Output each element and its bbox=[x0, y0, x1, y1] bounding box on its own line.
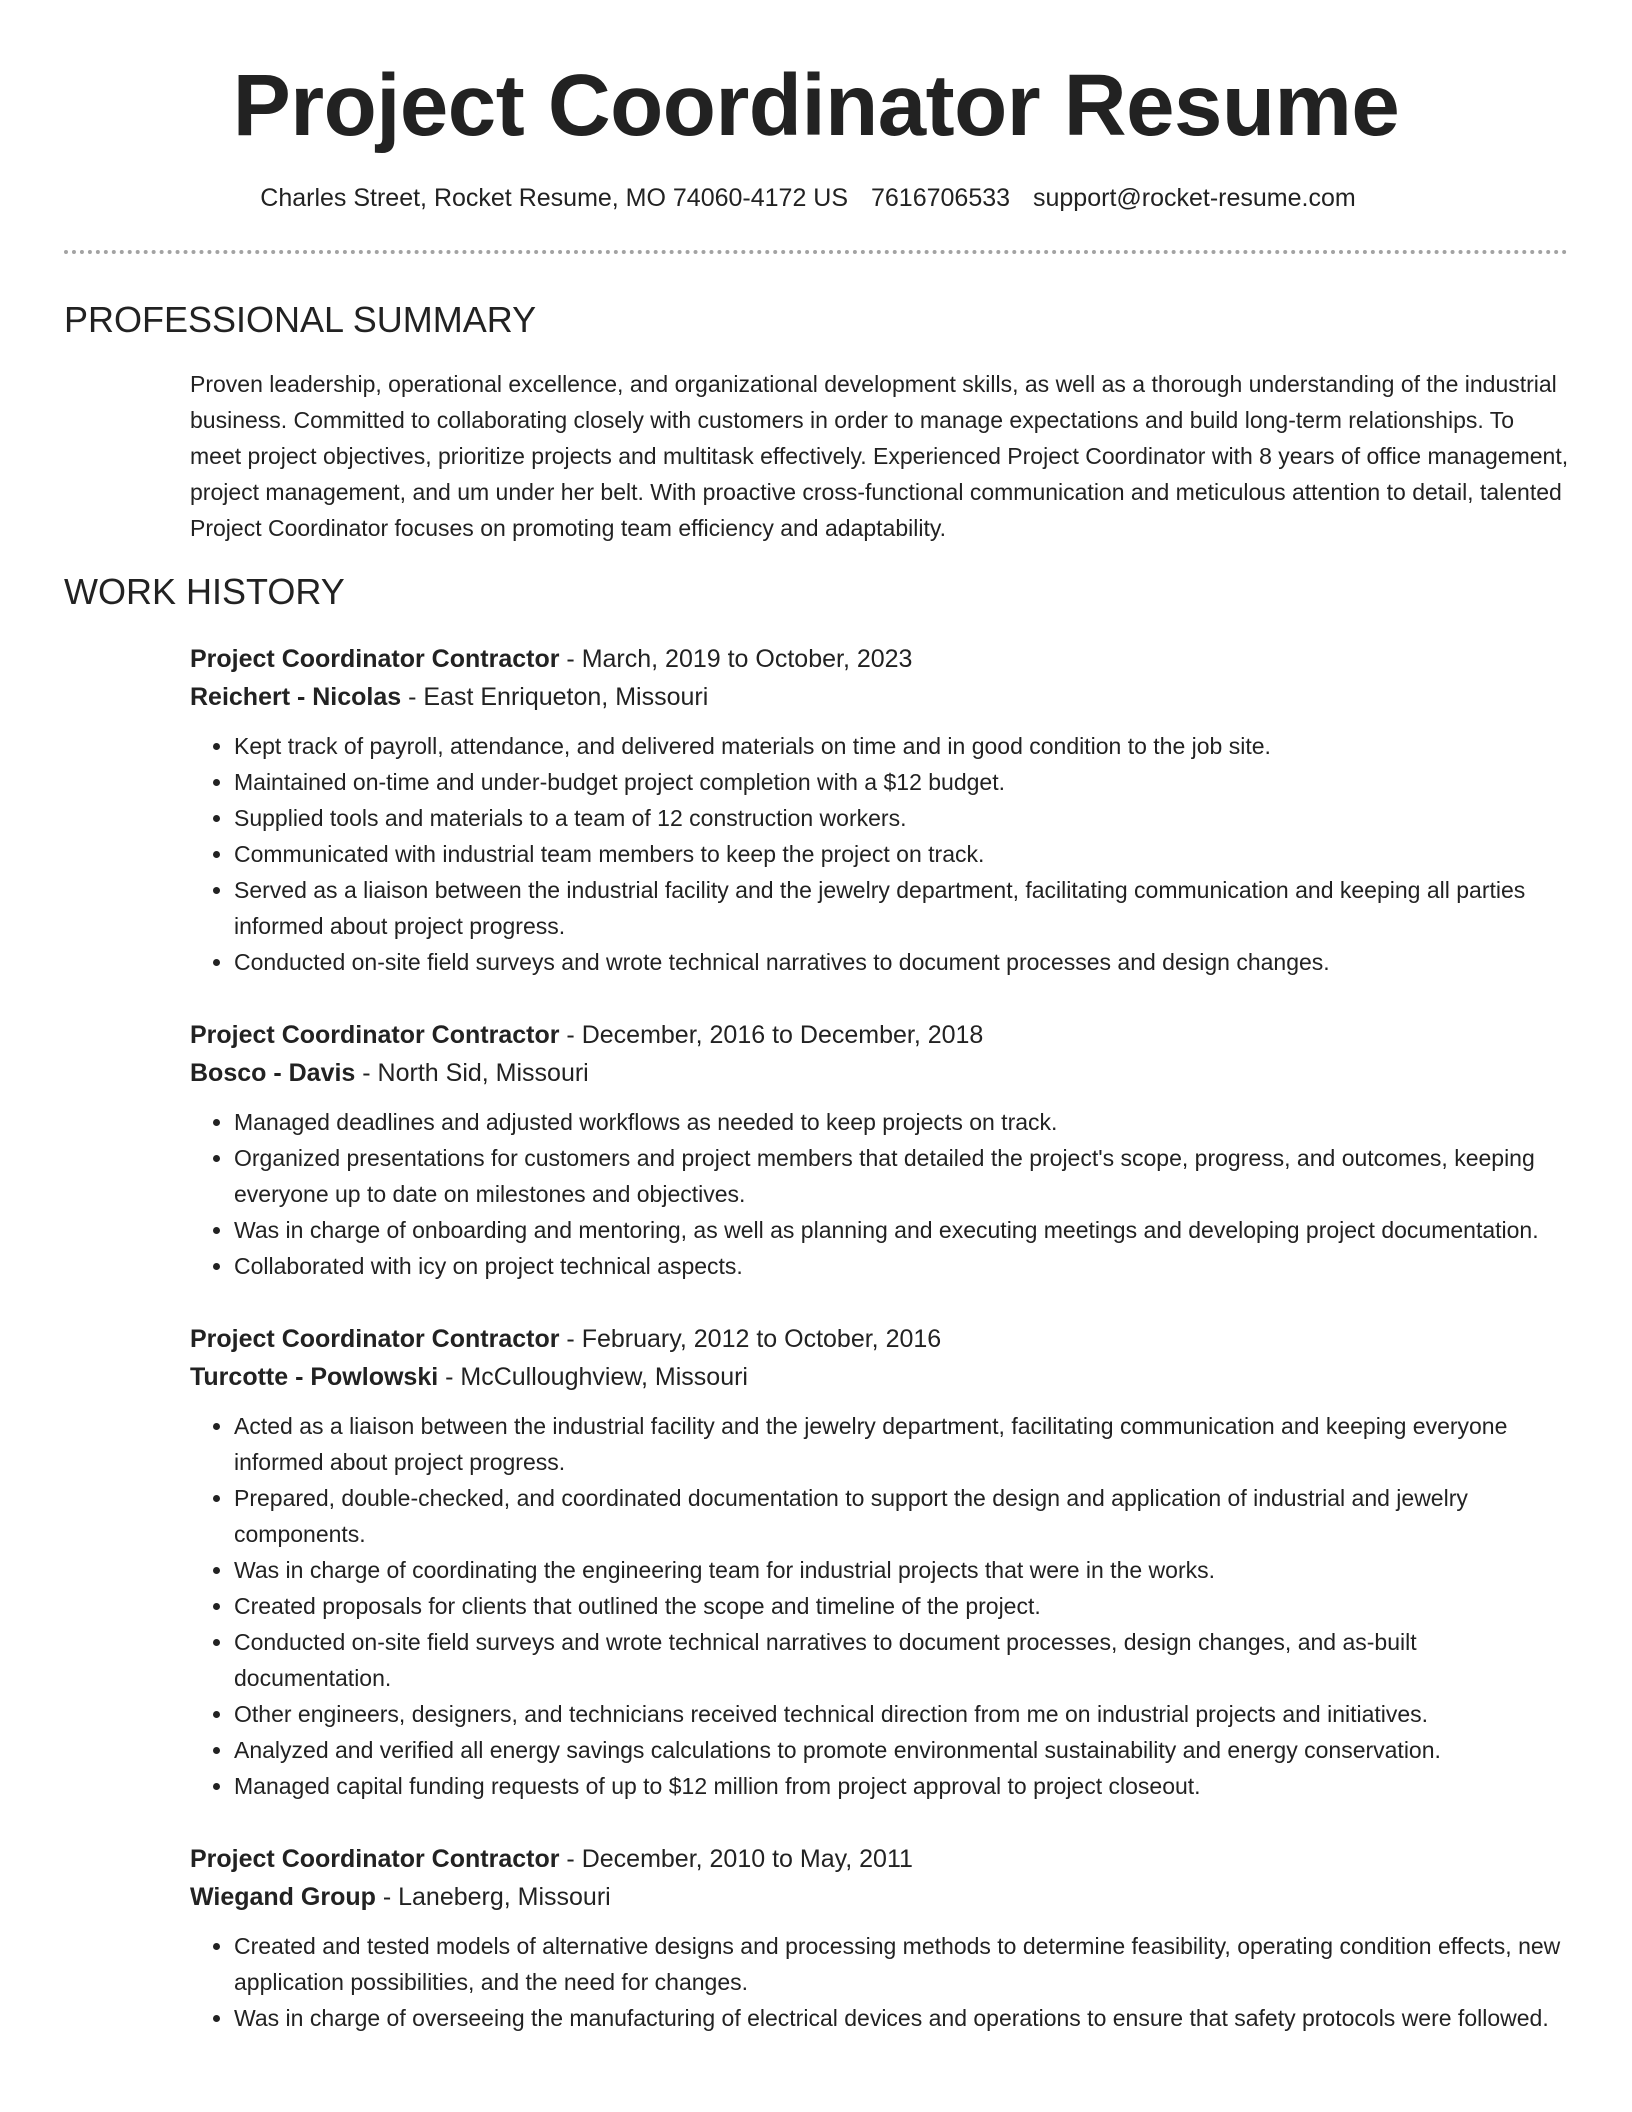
job-bullet: • Was in charge of coordinating the engineering team for industrial projects that were in the works. bbox=[234, 1552, 1570, 1588]
job-entry bbox=[190, 1320, 1570, 1804]
job-bullet: • Communicated with industrial team members to keep the project on track. bbox=[234, 836, 1570, 872]
job-bullet: • Prepared, double-checked, and coordinated documentation to support the design and application of industrial and jewelry components. bbox=[234, 1480, 1570, 1552]
job-company-line bbox=[190, 1878, 1570, 1916]
job-bullet: • Analyzed and verified all energy savings calculations to promote environmental sustainability and energy conservation. bbox=[234, 1732, 1570, 1768]
job-bullet: • Kept track of payroll, attendance, and delivered materials on time and in good condition to the job site. bbox=[234, 728, 1570, 764]
work-history-list bbox=[190, 640, 1570, 2072]
job-bullet: • Collaborated with icy on project technical aspects. bbox=[234, 1248, 1570, 1284]
header-divider bbox=[64, 250, 1568, 254]
job-title-line bbox=[190, 1840, 1570, 1878]
job-bullet: • Managed capital funding requests of up to $12 million from project approval to project closeout. bbox=[234, 1768, 1570, 1804]
job-bullets bbox=[190, 728, 1570, 980]
job-location: - Laneberg, Missouri bbox=[375, 1883, 611, 1911]
job-bullet: • Was in charge of onboarding and mentoring, as well as planning and executing meetings and developing project documentation. bbox=[234, 1212, 1570, 1248]
summary-text: Proven leadership, operational excellence, and organizational development skills, as well as a thorough understanding of the industrial business. Committed to collaborating closely with customers in order to manage expectations and build long-term relationships. To meet project objectives, prioritize projects and multitask effectively. Experienced Project Coordinator with 8 years of office management, project management, and um under her belt. With proactive cross-functional communication and meticulous attention to detail, talented Project Coordinator focuses on promoting team efficiency and adaptability. bbox=[190, 371, 1569, 541]
job-title-line bbox=[190, 640, 1570, 678]
contact-phone: 7616706533 bbox=[871, 184, 1011, 212]
job-dates: - February, 2012 to October, 2016 bbox=[559, 1325, 942, 1353]
job-dates: - March, 2019 to October, 2023 bbox=[559, 645, 913, 673]
job-entry bbox=[190, 1840, 1570, 2036]
job-bullet: • Served as a liaison between the industrial facility and the jewelry department, facilitating communication and keeping all parties informed about project progress. bbox=[234, 872, 1570, 944]
job-bullet: • Supplied tools and materials to a team of 12 construction workers. bbox=[234, 800, 1570, 836]
work-history-heading: WORK HISTORY bbox=[64, 571, 345, 612]
job-bullet: • Managed deadlines and adjusted workflows as needed to keep projects on track. bbox=[234, 1104, 1570, 1140]
job-bullet: • Other engineers, designers, and technicians received technical direction from me on industrial projects and initiatives. bbox=[234, 1696, 1570, 1732]
job-location: - North Sid, Missouri bbox=[355, 1059, 589, 1087]
job-entry bbox=[190, 640, 1570, 980]
job-bullets bbox=[190, 1928, 1570, 2036]
job-title: Project Coordinator Contractor bbox=[190, 645, 560, 673]
summary-heading: PROFESSIONAL SUMMARY bbox=[64, 299, 537, 340]
job-bullet: • Conducted on-site field surveys and wrote technical narratives to document processes and design changes. bbox=[234, 944, 1570, 980]
job-bullets bbox=[190, 1104, 1570, 1284]
job-bullet: • Created and tested models of alternative designs and processing methods to determine feasibility, operating condition effects, new application possibilities, and the need for changes. bbox=[234, 1928, 1570, 2000]
job-bullet: • Organized presentations for customers and project members that detailed the project's scope, progress, and outcomes, keeping everyone up to date on milestones and objectives. bbox=[234, 1140, 1570, 1212]
job-title-line bbox=[190, 1320, 1570, 1358]
job-title: Project Coordinator Contractor bbox=[190, 1845, 560, 1873]
job-entry bbox=[190, 1016, 1570, 1284]
contact-email: support@rocket-resume.com bbox=[1033, 184, 1356, 212]
contact-info bbox=[0, 180, 1616, 216]
job-bullet: • Conducted on-site field surveys and wrote technical narratives to document processes, design changes, and as-built documentation. bbox=[234, 1624, 1570, 1696]
job-location: - McCulloughview, Missouri bbox=[438, 1363, 748, 1391]
job-company: Wiegand Group bbox=[190, 1883, 376, 1911]
job-title: Project Coordinator Contractor bbox=[190, 1021, 560, 1049]
job-bullet: • Was in charge of overseeing the manufacturing of electrical devices and operations to ensure that safety protocols were followed. bbox=[234, 2000, 1570, 2036]
job-bullet: • Created proposals for clients that outlined the scope and timeline of the project. bbox=[234, 1588, 1570, 1624]
job-company-line bbox=[190, 1358, 1570, 1396]
job-bullet: • Maintained on-time and under-budget project completion with a $12 budget. bbox=[234, 764, 1570, 800]
job-bullets bbox=[190, 1408, 1570, 1804]
job-company: Turcotte - Powlowski bbox=[190, 1363, 439, 1391]
resume-title: Project Coordinator Resume bbox=[232, 57, 1400, 154]
job-dates: - December, 2010 to May, 2011 bbox=[559, 1845, 913, 1873]
job-title: Project Coordinator Contractor bbox=[190, 1325, 560, 1353]
job-company: Reichert - Nicolas bbox=[190, 683, 402, 711]
job-dates: - December, 2016 to December, 2018 bbox=[559, 1021, 984, 1049]
job-location: - East Enriqueton, Missouri bbox=[401, 683, 709, 711]
contact-address: Charles Street, Rocket Resume, MO 74060-4172 US bbox=[260, 184, 849, 212]
job-bullet: • Acted as a liaison between the industrial facility and the jewelry department, facilitating communication and keeping everyone informed about project progress. bbox=[234, 1408, 1570, 1480]
job-company: Bosco - Davis bbox=[190, 1059, 356, 1087]
job-title-line bbox=[190, 1016, 1570, 1054]
job-company-line bbox=[190, 1054, 1570, 1092]
job-company-line bbox=[190, 678, 1570, 716]
